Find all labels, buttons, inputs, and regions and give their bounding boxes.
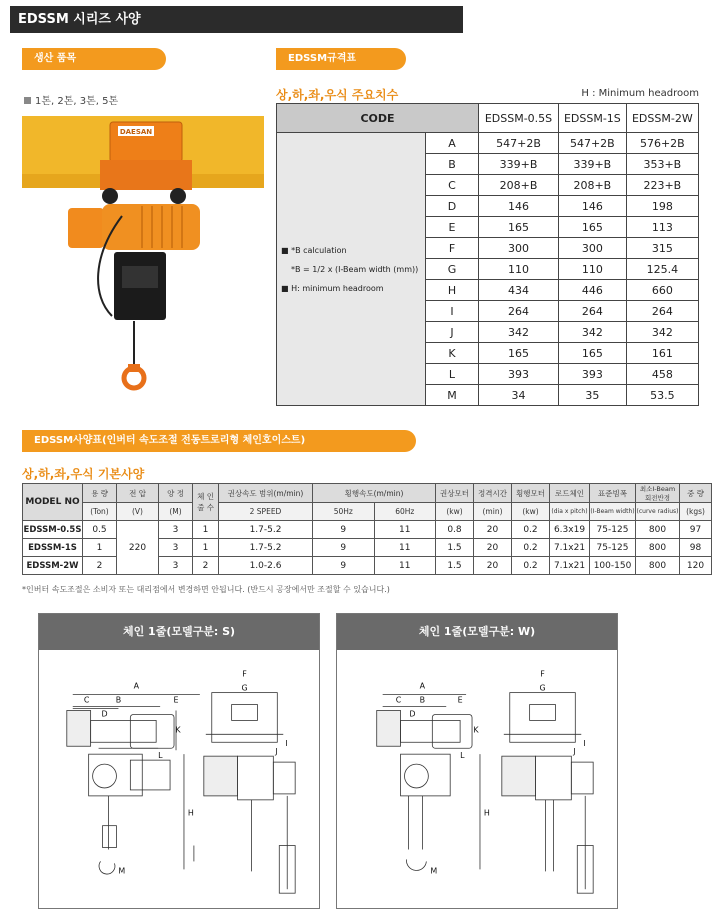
hdr-flange: 표준빔폭 <box>590 484 636 503</box>
dim-label: I <box>285 739 288 749</box>
unit: (dia x pitch) <box>550 503 590 521</box>
models-note-text: 1톤, 2톤, 3톤, 5톤 <box>35 96 119 107</box>
dim-label: D <box>409 709 416 719</box>
diagram-title: 체인 1줄(모델구분: W) <box>337 614 617 650</box>
dim-label: B <box>419 695 426 705</box>
hdr-voltage: 전 압 <box>117 484 159 503</box>
dim-label: C <box>83 695 90 705</box>
dim-label: H <box>483 808 490 818</box>
hdr-lift: 양 정 <box>159 484 193 503</box>
cell: 110 <box>559 259 627 280</box>
cell: 342 <box>479 322 559 343</box>
code-header: CODE <box>277 104 479 133</box>
cell: 98 <box>680 539 712 557</box>
unit: (I-Beam width) <box>590 503 636 521</box>
column-header: EDSSM-1S <box>559 104 627 133</box>
cell: 446 <box>559 280 627 301</box>
dim-label: G <box>539 683 546 693</box>
row-model: EDSSM-1S <box>23 539 83 557</box>
cell: 264 <box>479 301 559 322</box>
dim-label: J <box>275 747 278 757</box>
unit: (kw) <box>512 503 550 521</box>
cell: 11 <box>374 521 436 539</box>
dim-label: C <box>395 695 402 705</box>
dim-label: D <box>101 709 108 719</box>
cell: 576+2B <box>626 133 698 154</box>
cell: 0.8 <box>436 521 474 539</box>
cell: 20 <box>474 521 512 539</box>
cell: 434 <box>479 280 559 301</box>
cell: 9 <box>313 521 375 539</box>
cell: 800 <box>636 557 680 575</box>
dim-label: K <box>473 725 479 735</box>
models-note <box>24 92 118 107</box>
row-code: B <box>426 154 479 175</box>
cell: 3 <box>159 521 193 539</box>
cell: 223+B <box>626 175 698 196</box>
spec-sheet-label: EDSSM사양표(인버터 속도조절 전동트로리형 체인호이스트) <box>22 430 416 452</box>
hdr-min-curve: 최소I-Beam 회전반경 <box>636 484 680 503</box>
note-line: *B = 1/2 x (I-Beam width (mm)) <box>291 264 419 274</box>
hdr-travel-motor: 횡행모터 <box>512 484 550 503</box>
cell: 125.4 <box>626 259 698 280</box>
dim-label: B <box>115 695 122 705</box>
dimension-table <box>276 103 699 406</box>
cell: 1 <box>83 539 117 557</box>
hdr-rating: 정격시간 <box>474 484 512 503</box>
cell: 342 <box>626 322 698 343</box>
row-model: EDSSM-2W <box>23 557 83 575</box>
cell: 800 <box>636 521 680 539</box>
cell: 7.1x21 <box>550 557 590 575</box>
dim-label: F <box>540 669 545 679</box>
cell: 35 <box>559 385 627 406</box>
unit: (V) <box>117 503 159 521</box>
row-code: C <box>426 175 479 196</box>
calc-notes: ■ *B calculation *B = 1/2 x (I-Beam width (mm)) ■ H: minimum headroom <box>277 133 426 406</box>
row-code: H <box>426 280 479 301</box>
cell: 1.5 <box>436 557 474 575</box>
row-code: M <box>426 385 479 406</box>
unit: (Ton) <box>83 503 117 521</box>
hdr-chain-falls: 체 인 줄 수 <box>193 484 219 521</box>
cell: 264 <box>626 301 698 322</box>
cell: 97 <box>680 521 712 539</box>
footnote: *인버터 속도조절은 소비자 또는 대리점에서 변경하면 안됩니다. (반드시 공장에서만 조절할 수 있습니다.) <box>22 585 390 594</box>
dim-label: F <box>242 669 247 679</box>
row-code: F <box>426 238 479 259</box>
cell: 1.5 <box>436 539 474 557</box>
table-row <box>277 133 699 154</box>
cell: 339+B <box>559 154 627 175</box>
dim-label: A <box>133 681 140 691</box>
cell: 113 <box>626 217 698 238</box>
hdr-weight: 중 량 <box>680 484 712 503</box>
dim-label: G <box>241 683 248 693</box>
dim-label: E <box>457 695 463 705</box>
hdr-model: MODEL NO <box>23 484 83 521</box>
dim-label: M <box>430 866 438 876</box>
row-code: L <box>426 364 479 385</box>
diagram-s <box>38 613 320 909</box>
cell: 547+2B <box>479 133 559 154</box>
column-header: EDSSM-2W <box>626 104 698 133</box>
row-code: I <box>426 301 479 322</box>
row-model: EDSSM-0.5S <box>23 521 83 539</box>
dim-label: L <box>460 751 465 761</box>
cell: 1 <box>193 539 219 557</box>
unit: 2 SPEED <box>219 503 313 521</box>
cell: 165 <box>479 343 559 364</box>
cell: 353+B <box>626 154 698 175</box>
cell: 3 <box>159 557 193 575</box>
cell: 11 <box>374 557 436 575</box>
note-line: H: minimum headroom <box>291 283 384 293</box>
cell: 458 <box>626 364 698 385</box>
spec-table <box>22 483 712 575</box>
dim-label: L <box>158 751 163 761</box>
cell: 342 <box>559 322 627 343</box>
dim-label: I <box>583 739 586 749</box>
row-code: E <box>426 217 479 238</box>
headroom-note: H : Minimum headroom <box>581 88 699 99</box>
dim-label: E <box>173 695 179 705</box>
unit: (kgs) <box>680 503 712 521</box>
hdr-load-chain: 로드체인 <box>550 484 590 503</box>
cell: 3 <box>159 539 193 557</box>
cell: 198 <box>626 196 698 217</box>
cell: 0.2 <box>512 539 550 557</box>
page-title: EDSSM 시리즈 사양 <box>10 6 463 33</box>
cell: 9 <box>313 557 375 575</box>
cell: 300 <box>559 238 627 259</box>
dim-label: K <box>175 725 181 735</box>
cell: 7.1x21 <box>550 539 590 557</box>
row-code: K <box>426 343 479 364</box>
cell: 208+B <box>479 175 559 196</box>
cell: 110 <box>479 259 559 280</box>
photo-brand: DAESAN <box>119 128 153 136</box>
cell: 393 <box>479 364 559 385</box>
cell: 0.2 <box>512 521 550 539</box>
cell: 800 <box>636 539 680 557</box>
cell: 660 <box>626 280 698 301</box>
hdr-capacity: 용 량 <box>83 484 117 503</box>
unit: (kw) <box>436 503 474 521</box>
row-code: G <box>426 259 479 280</box>
cell: 1.0-2.6 <box>219 557 313 575</box>
cell: 300 <box>479 238 559 259</box>
dim-label: A <box>419 681 426 691</box>
cell: 1 <box>193 521 219 539</box>
cell: 20 <box>474 557 512 575</box>
cell: 208+B <box>559 175 627 196</box>
cell: 315 <box>626 238 698 259</box>
dim-label: M <box>118 866 126 876</box>
unit: (M) <box>159 503 193 521</box>
unit: (min) <box>474 503 512 521</box>
cell: 120 <box>680 557 712 575</box>
row-code: J <box>426 322 479 343</box>
cell: 6.3x19 <box>550 521 590 539</box>
hdr-lift-speed: 권상속도 범위(m/min) <box>219 484 313 503</box>
cell: 264 <box>559 301 627 322</box>
cell: 75-125 <box>590 539 636 557</box>
note-line: *B calculation <box>291 245 347 255</box>
unit: 60Hz <box>374 503 436 521</box>
cell: 1.7-5.2 <box>219 521 313 539</box>
cell: 20 <box>474 539 512 557</box>
row-code: A <box>426 133 479 154</box>
cell: 100-150 <box>590 557 636 575</box>
hoist-photo <box>22 116 264 406</box>
cell: 339+B <box>479 154 559 175</box>
cell: 0.2 <box>512 557 550 575</box>
unit: 50Hz <box>313 503 375 521</box>
cell: 75-125 <box>590 521 636 539</box>
cell: 53.5 <box>626 385 698 406</box>
diagram-w-drawing <box>337 650 617 908</box>
unit: (curve radius) <box>636 503 680 521</box>
cell: 161 <box>626 343 698 364</box>
hdr-lift-motor: 권상모터 <box>436 484 474 503</box>
diagram-title: 체인 1줄(모델구분: S) <box>39 614 319 650</box>
spec-table-label: EDSSM규격표 <box>276 48 406 70</box>
cell: 0.5 <box>83 521 117 539</box>
dim-label: H <box>187 808 194 818</box>
cell: 165 <box>479 217 559 238</box>
production-label: 생산 품목 <box>22 48 166 70</box>
cell: 165 <box>559 343 627 364</box>
cell: 547+2B <box>559 133 627 154</box>
cell: 9 <box>313 539 375 557</box>
diagram-w <box>336 613 618 909</box>
hdr-travel-speed: 횡행속도(m/min) <box>313 484 436 503</box>
cell: 393 <box>559 364 627 385</box>
table-row <box>23 521 712 539</box>
cell: 2 <box>193 557 219 575</box>
cell: 34 <box>479 385 559 406</box>
cell: 146 <box>559 196 627 217</box>
dimension-subtitle: 상,하,좌,우식 주요치수 <box>276 88 399 102</box>
cell: 1.7-5.2 <box>219 539 313 557</box>
cell: 11 <box>374 539 436 557</box>
spec-subtitle: 상,하,좌,우식 기본사양 <box>22 467 145 481</box>
dim-label: J <box>573 747 576 757</box>
cell: 146 <box>479 196 559 217</box>
cell: 2 <box>83 557 117 575</box>
row-code: D <box>426 196 479 217</box>
diagram-s-drawing <box>39 650 319 908</box>
voltage-cell: 220 <box>117 521 159 575</box>
column-header: EDSSM-0.5S <box>479 104 559 133</box>
cell: 165 <box>559 217 627 238</box>
